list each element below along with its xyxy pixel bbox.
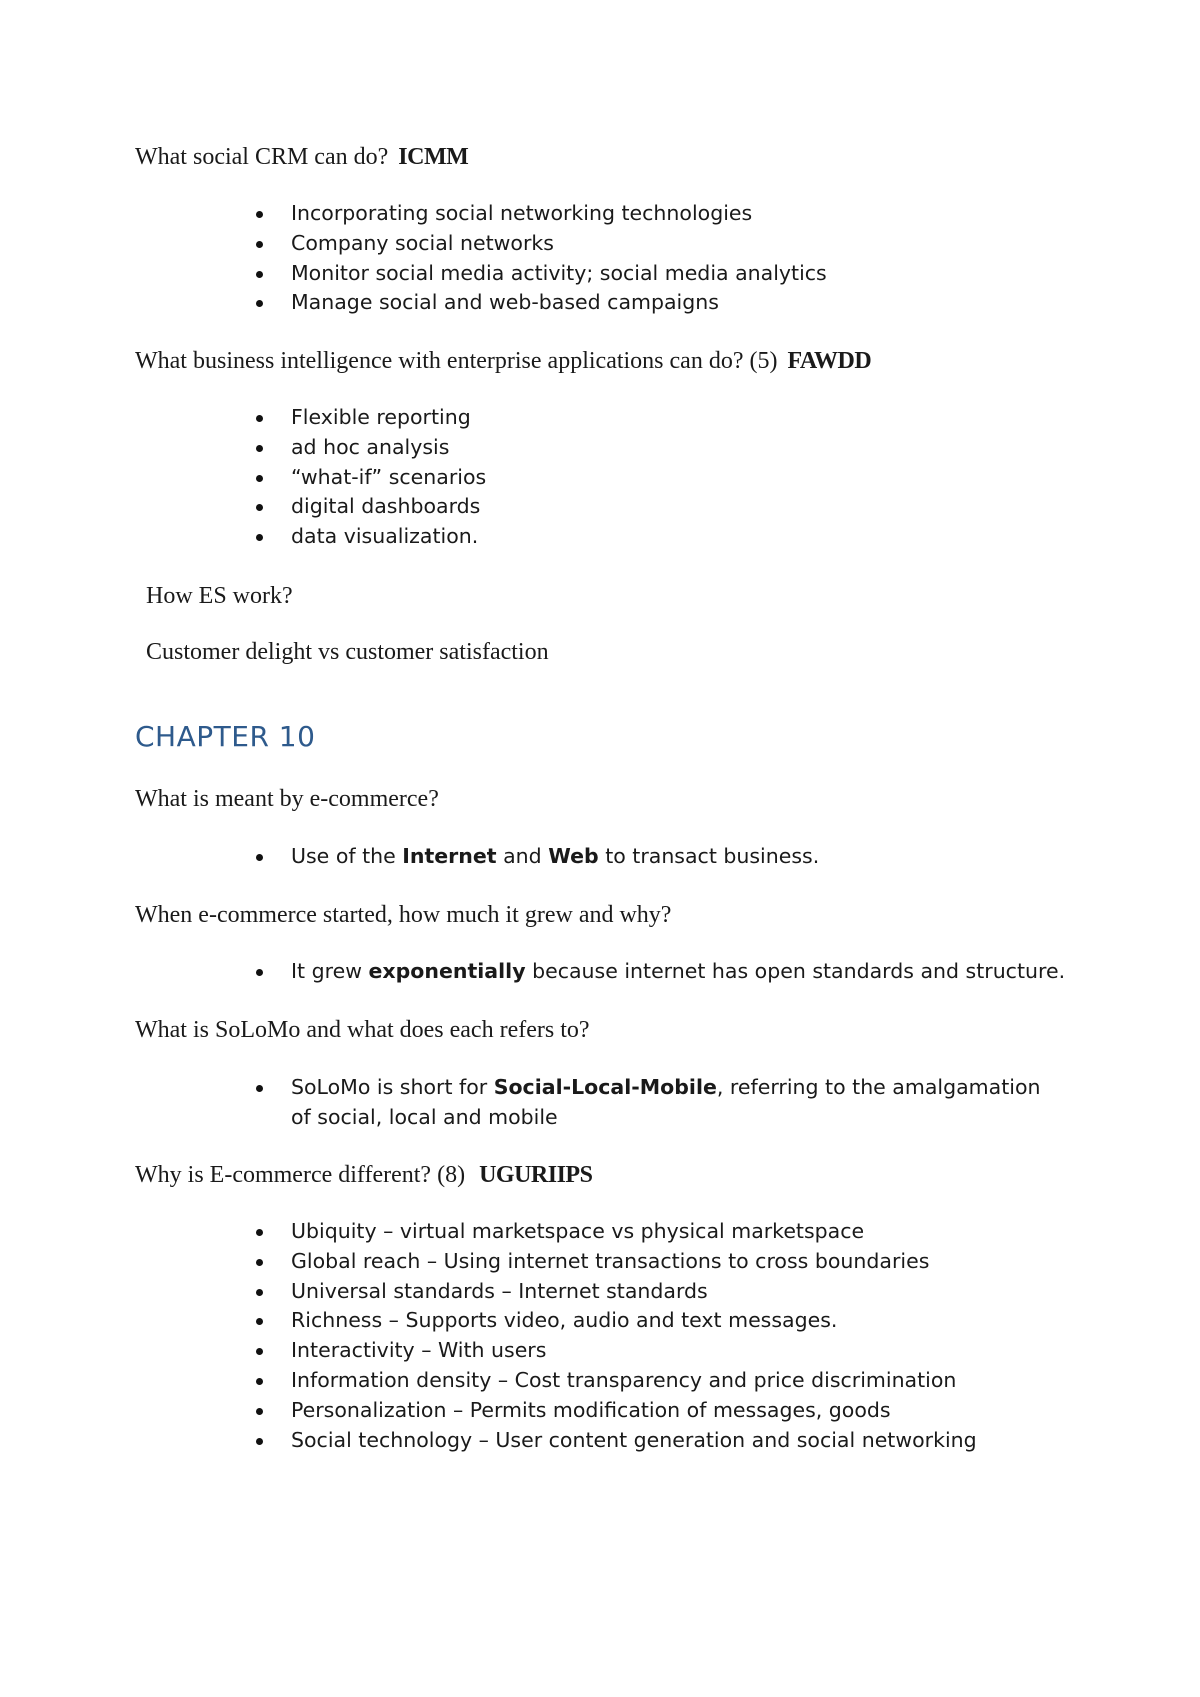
bullet-icon [256, 445, 263, 452]
text-run: to transact business. [598, 844, 820, 868]
bullet-list-business-intelligence [0, 403, 486, 552]
bullet-icon [256, 271, 263, 278]
bullet-list-ecommerce-different [0, 1217, 977, 1455]
bullet-list-social-crm [0, 199, 827, 318]
bullet-list-solomo [0, 1073, 1051, 1133]
bold-term: Social-Local-Mobile [493, 1075, 717, 1099]
list-item-text: Universal standards – Internet standards [291, 1278, 708, 1303]
list-item-text [291, 1073, 1051, 1133]
bullet-icon [256, 504, 263, 511]
bold-term: Web [548, 844, 599, 868]
bullet-icon [256, 241, 263, 248]
list-item [0, 1396, 977, 1426]
bullet-icon [256, 300, 263, 307]
list-item-text: Monitor social media activity; social media analytics [291, 260, 827, 285]
list-item [0, 259, 827, 289]
mnemonic-tag: UGURIIPS [479, 1162, 593, 1188]
list-item [0, 199, 827, 229]
list-item-text: “what-if” scenarios [291, 464, 487, 489]
list-item [0, 288, 827, 318]
list-item [0, 1366, 977, 1396]
list-item-text: ad hoc analysis [291, 434, 450, 459]
bullet-icon [256, 211, 263, 218]
bullet-icon [256, 1438, 263, 1445]
bold-term: Internet [402, 844, 497, 868]
question-text: What business intelligence with enterprise applications can do? (5) [135, 348, 778, 374]
bullet-icon [256, 1229, 263, 1236]
bullet-icon [256, 1259, 263, 1266]
bullet-icon [256, 1318, 263, 1325]
question-ecommerce-meaning: What is meant by e-commerce? [135, 786, 439, 812]
bullet-icon [256, 415, 263, 422]
text-run: SoLoMo is short for [291, 1075, 494, 1099]
bullet-icon [256, 1085, 263, 1092]
list-item [0, 433, 486, 463]
text-run: because internet has open standards and structure. [525, 959, 1066, 983]
text-run: It grew [291, 959, 369, 983]
list-item [0, 1336, 977, 1366]
list-item-text: Company social networks [291, 230, 554, 255]
bullet-icon [256, 1289, 263, 1296]
list-item [0, 957, 1065, 987]
list-item [0, 522, 486, 552]
list-item-text: Richness – Supports video, audio and text messages. [291, 1308, 838, 1333]
question-social-crm [135, 142, 468, 172]
bullet-icon [256, 1408, 263, 1415]
bullet-icon [256, 854, 263, 861]
list-item-text: data visualization. [291, 524, 479, 549]
list-item-text: Social technology – User content generation and social networking [291, 1427, 977, 1452]
bullet-list-ecommerce-growth [0, 957, 1065, 987]
text-run: and [496, 844, 549, 868]
list-item-text: Information density – Cost transparency and price discrimination [291, 1367, 957, 1392]
list-item [0, 229, 827, 259]
text-run: Use of the [291, 844, 403, 868]
list-item [0, 1277, 977, 1307]
list-item-text: digital dashboards [291, 494, 481, 519]
list-item-text: Interactivity – With users [291, 1338, 547, 1363]
bullet-list-ecommerce-meaning [0, 842, 819, 872]
question-business-intelligence [135, 346, 871, 376]
text-run: , referring to the amalgamation of social, local and mobile [291, 1075, 1041, 1129]
question-es-work: How ES work? [146, 583, 293, 609]
list-item [0, 1073, 1051, 1133]
list-item [0, 1306, 977, 1336]
chapter-heading: CHAPTER 10 [135, 720, 316, 753]
question-ecommerce-growth: When e-commerce started, how much it grew and why? [135, 902, 672, 928]
bullet-icon [256, 1348, 263, 1355]
question-customer-delight: Customer delight vs customer satisfaction [146, 639, 549, 665]
bullet-icon [256, 969, 263, 976]
bullet-icon [256, 534, 263, 541]
list-item-text: Global reach – Using internet transactions to cross boundaries [291, 1248, 930, 1273]
list-item [0, 1247, 977, 1277]
list-item [0, 1217, 977, 1247]
list-item [0, 842, 819, 872]
question-solomo: What is SoLoMo and what does each refers to? [135, 1017, 590, 1043]
list-item-text: Flexible reporting [291, 405, 471, 429]
list-item [0, 492, 486, 522]
question-text: What social CRM can do? [135, 144, 389, 170]
list-item-text: Incorporating social networking technologies [291, 201, 753, 225]
bullet-icon [256, 1378, 263, 1385]
list-item [0, 463, 486, 493]
question-text: Why is E-commerce different? (8) [135, 1162, 466, 1188]
list-item-text: Manage social and web-based campaigns [291, 290, 719, 315]
list-item [0, 403, 486, 433]
list-item-text: Personalization – Permits modification of messages, goods [291, 1397, 891, 1422]
bullet-icon [256, 475, 263, 482]
bold-term: exponentially [368, 959, 526, 983]
question-ecommerce-different [135, 1160, 592, 1190]
list-item-text: Ubiquity – virtual marketspace vs physical marketspace [291, 1219, 865, 1243]
mnemonic-tag: FAWDD [787, 348, 872, 374]
mnemonic-tag: ICMM [398, 144, 469, 170]
list-item [0, 1426, 977, 1456]
